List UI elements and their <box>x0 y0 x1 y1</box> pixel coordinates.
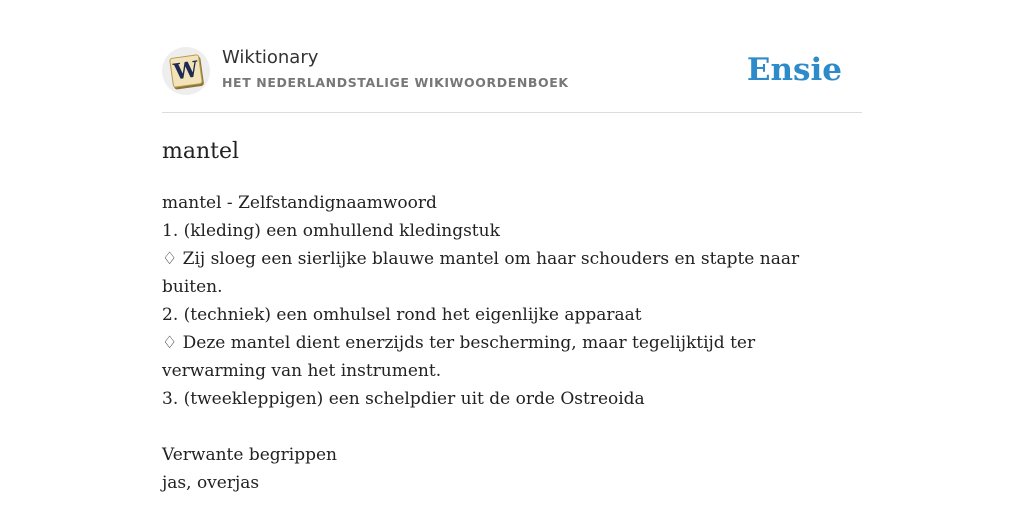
definition-1: 1. (kleding) een omhullend kledingstuk <box>162 221 500 241</box>
ensie-brand-logo[interactable]: Ensie <box>746 52 842 88</box>
logo-tile-icon: W <box>169 54 203 88</box>
site-name[interactable]: Wiktionary <box>222 47 319 68</box>
page-title: mantel <box>162 139 240 164</box>
related-heading: Verwante begrippen <box>162 445 337 465</box>
site-tagline: HET NEDERLANDSTALIGE WIKIWOORDENBOEK <box>222 75 569 90</box>
example-2: ♢ Deze mantel dient enerzijds ter bescherming, maar tegelijktijd ter verwarming van het instrument. <box>162 333 756 381</box>
section-spacer <box>162 413 862 441</box>
definition-3: 3. (tweekleppigen) een schelpdier uit de orde Ostreoida <box>162 389 645 409</box>
example-1: ♢ Zij sloeg een sierlijke blauwe mantel om haar schouders en stapte naar buiten. <box>162 249 800 297</box>
site-header <box>162 0 862 113</box>
dictionary-card <box>162 0 862 497</box>
entry-body <box>162 189 862 497</box>
part-of-speech-line: mantel - Zelfstandignaamwoord <box>162 193 437 213</box>
definition-2: 2. (techniek) een omhulsel rond het eigenlijke apparaat <box>162 305 642 325</box>
wiktionary-logo[interactable] <box>162 47 210 95</box>
related-terms: jas, overjas <box>162 473 260 493</box>
